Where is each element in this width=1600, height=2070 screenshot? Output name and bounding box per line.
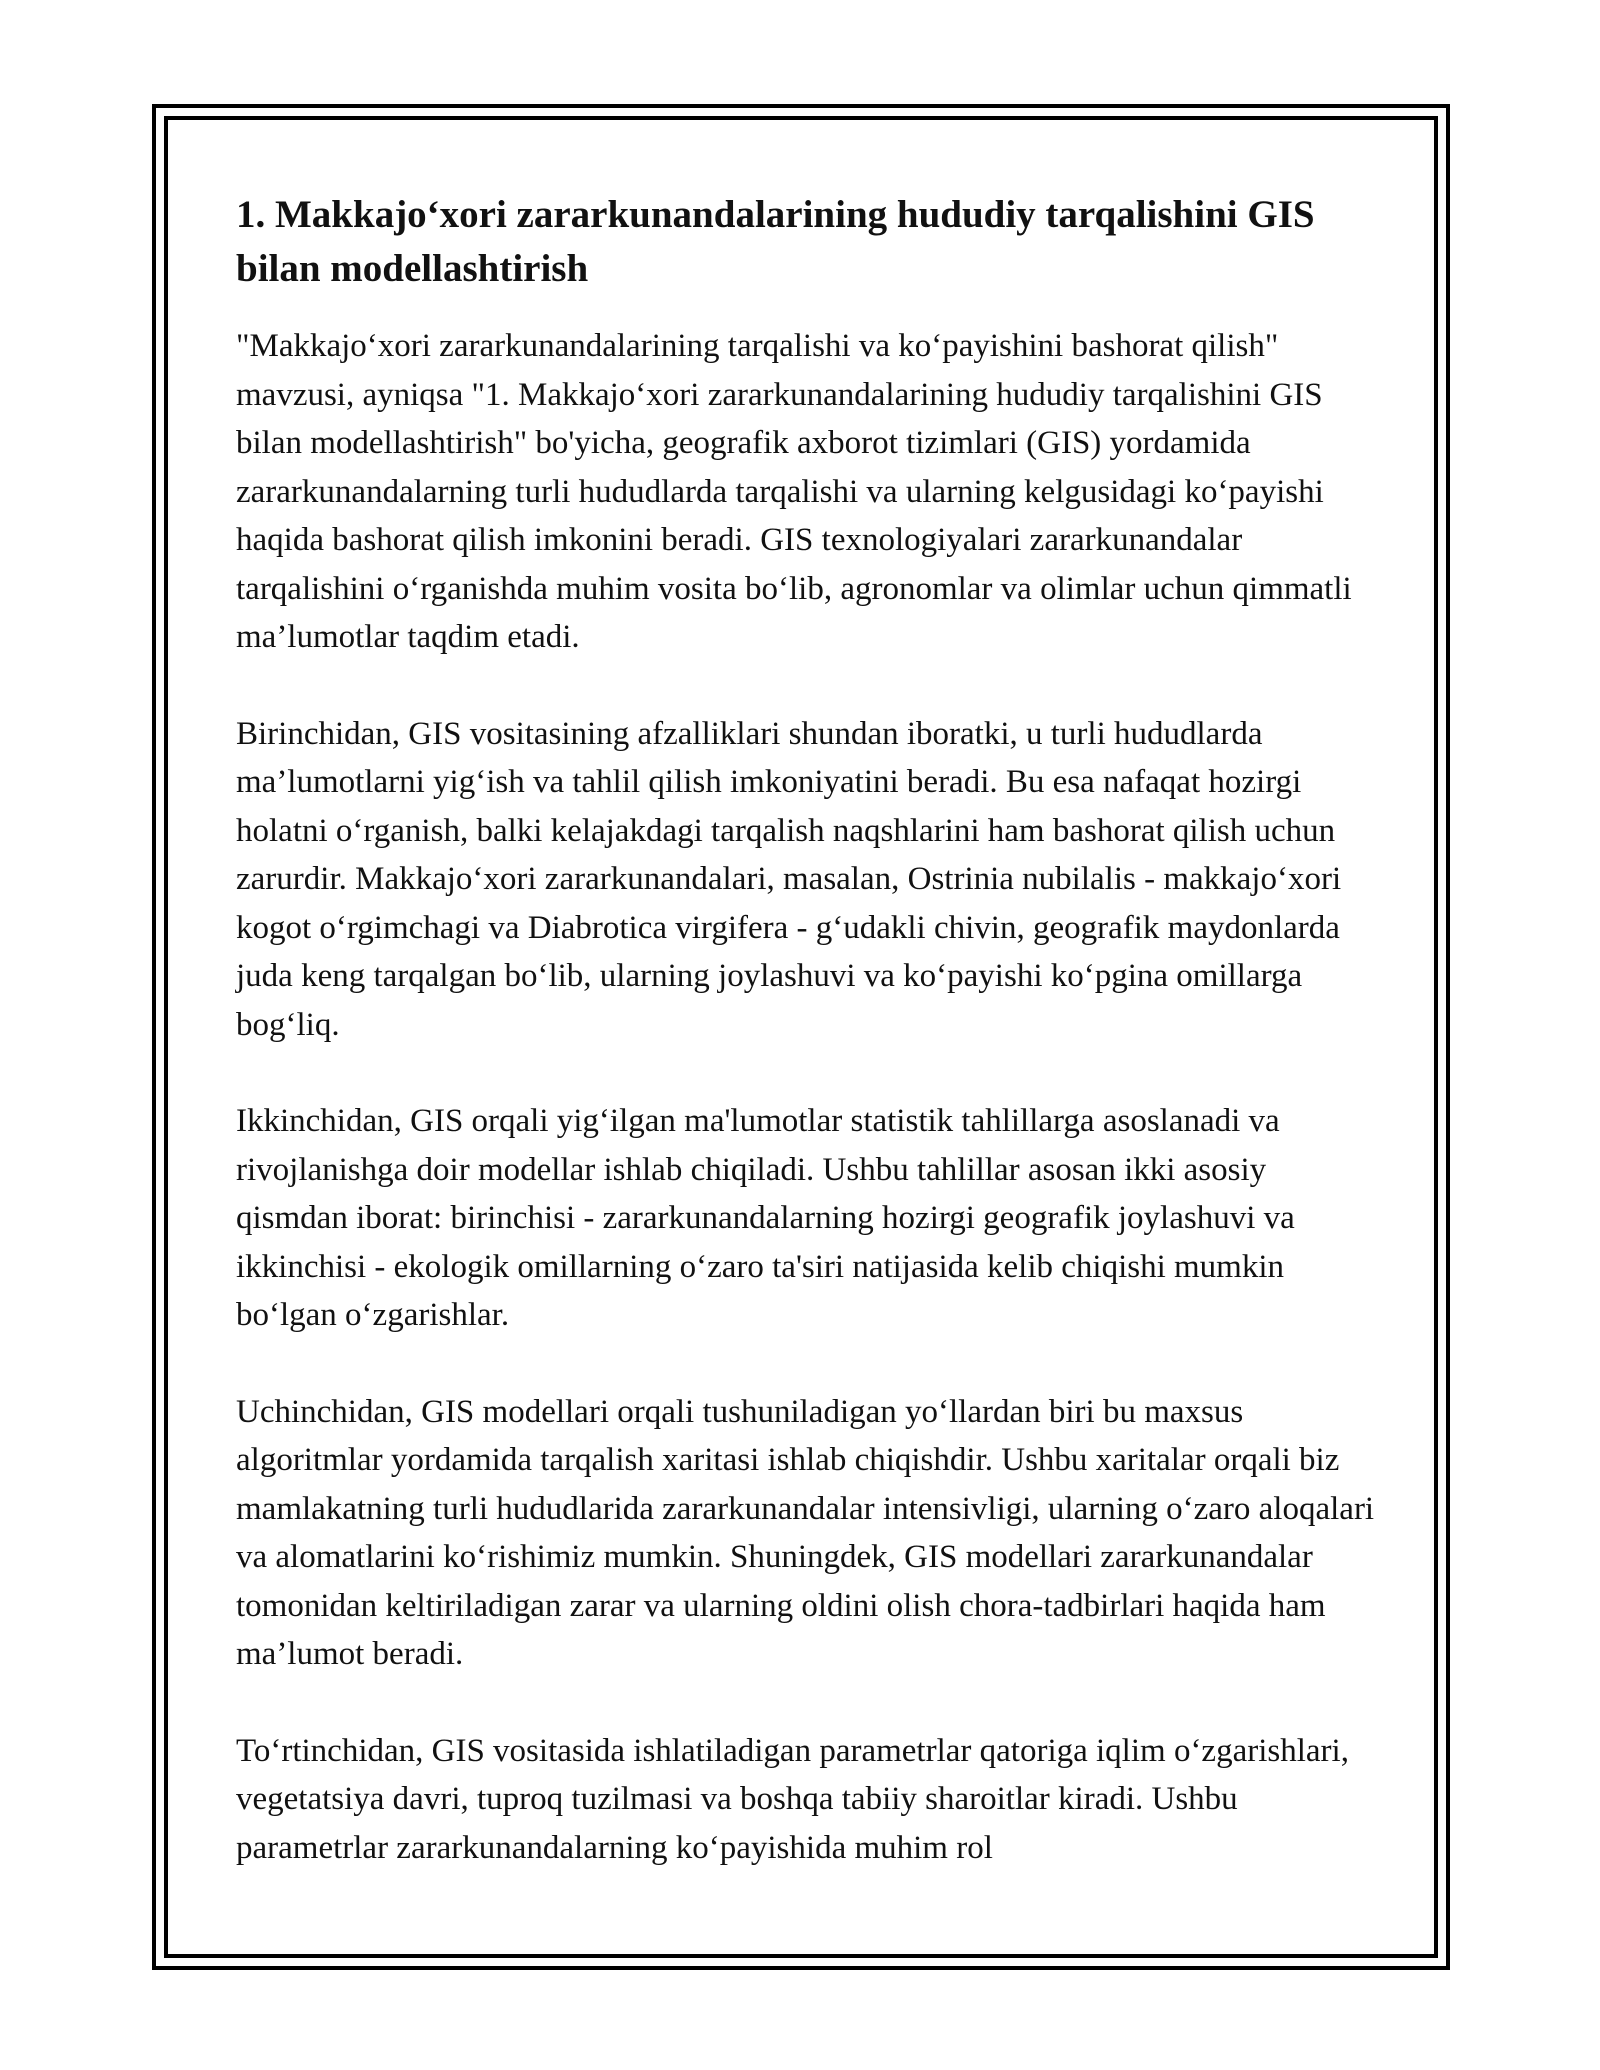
document-body xyxy=(236,188,1376,1872)
paragraph-intro: "Makkajo‘xori zararkunandalarining tarqalishi va ko‘payishini bashorat qilish" mavzusi, ayniqsa "1. Makkajo‘xori zararkunandalarining hududiy tarqalishini GIS bilan modellashtirish" bo'yicha, geografik axborot tizimlari (GIS) yordamida zararkunandalarning turli hududlarda tarqalishi va ularning kelgusidagi ko‘payishi haqida bashorat qilish imkonini beradi. GIS texnologiyalari zararkunandalar tarqalishini o‘rganishda muhim vosita bo‘lib, agronomlar va olimlar uchun qimmatli ma’lumotlar taqdim etadi. xyxy=(236,328,1352,655)
paragraph-second: Ikkinchidan, GIS orqali yig‘ilgan ma'lumotlar statistik tahlillarga asoslanadi va rivojlanishga doir modellar ishlab chiqiladi. Ushbu tahlillar asosan ikki asosiy qismdan iborat: birinchisi - zararkunandalarning hozirgi geografik joylashuvi va ikkinchisi - ekologik omillarning o‘zaro ta'siri natijasida kelib chiqishi mumkin bo‘lgan o‘zgarishlar. xyxy=(236,1103,1295,1333)
paragraph-fourth: To‘rtinchidan, GIS vositasida ishlatiladigan parametrlar qatoriga iqlim o‘zgarishlari, vegetatsiya davri, tuproq tuzilmasi va boshqa tabiiy sharoitlar kiradi. Ushbu parametrlar zararkunandalarning ko‘payishida muhim rol xyxy=(236,1732,1349,1866)
paragraph-first: Birinchidan, GIS vositasining afzalliklari shundan iboratki, u turli hududlarda ma’lumotlarni yig‘ish va tahlil qilish imkoniyatini beradi. Bu esa nafaqat hozirgi holatni o‘rganish, balki kelajakdagi tarqalish naqshlarini ham bashorat qilish uchun zarurdir. Makkajo‘xori zararkunandalari, masalan, Ostrinia nubilalis - makkajo‘xori kogot o‘rgimchagi va Diabrotica virgifera - g‘udakli chivin, geografik maydonlarda juda keng tarqalgan bo‘lib, ularning joylashuvi va ko‘payishi ko‘pgina omillarga bog‘liq. xyxy=(236,715,1342,1043)
section-title: 1. Makkajo‘xori zararkunandalarining hududiy tarqalishini GIS bilan modellashtirish xyxy=(236,193,1315,290)
paragraph-third: Uchinchidan, GIS modellari orqali tushuniladigan yo‘llardan biri bu maxsus algoritmlar yordamida tarqalish xaritasi ishlab chiqishdir. Ushbu xaritalar orqali biz mamlakatning turli hududlarida zararkunandalar intensivligi, ularning o‘zaro aloqalari va alomatlarini ko‘rishimiz mumkin. Shuningdek, GIS modellari zararkunandalar tomonidan keltiriladigan zarar va ularning oldini olish chora-tadbirlari haqida ham ma’lumot beradi. xyxy=(236,1393,1375,1672)
